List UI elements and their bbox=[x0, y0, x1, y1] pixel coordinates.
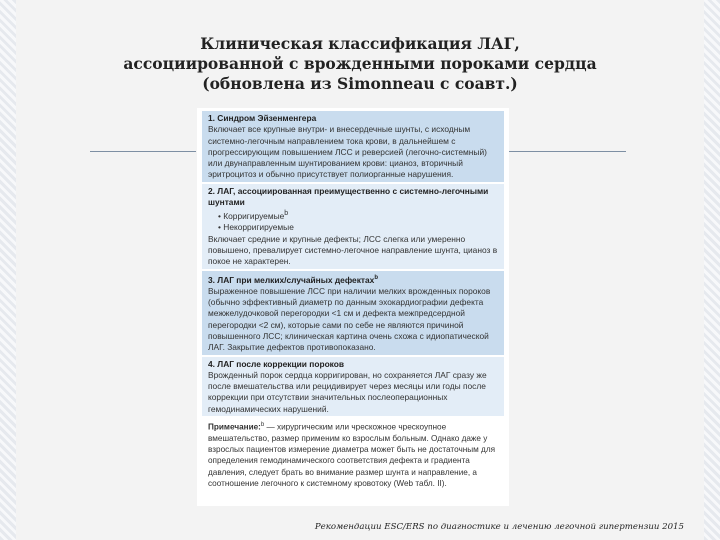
classification-table bbox=[197, 108, 509, 506]
decorative-left-edge bbox=[0, 0, 16, 540]
table-note bbox=[202, 418, 504, 491]
section-body: Выраженное повышение ЛСС при наличии мелких врожденных пороков (обычно эффективный диаметр по данным эхокардиографии дефекта межжелудочковой перегородки <1 см и дефекта межпредсердной перегородки <2 см), которые сами по себе не являются причиной повышенного ЛСС; клиническая картина очень схожа с идиопатической ЛАГ. Закрытие дефектов противопоказано. bbox=[208, 285, 491, 353]
section-heading: 3. ЛАГ при мелких/случайных дефектах$^b$ bbox=[208, 274, 378, 285]
table-section-3 bbox=[202, 271, 504, 355]
note-text: — хирургическим или чрескожное чрескоупное вмешательство, размер применим ко взрослым больным. Однако даже у взрослых пациентов измерение диаметра может быть не достаточным для определения гемодинамического соответствия дефекта и градиента давления, следует брать во внимание размер шунта и направление, а соотношение легочного к системному кровотоку (Web табл. II). bbox=[208, 422, 496, 488]
section-body: Врожденный порок сердца корригирован, но сохраняется ЛАГ сразу же после вмешательства или рецидивирует через месяцы или годы после коррекции при отсутствии значительных послеоперационных гемодинамических нарушений. bbox=[208, 369, 487, 414]
source-caption: Рекомендации ESC/ERS по диагностике и лечению легочной гипертензии 2015 bbox=[314, 522, 684, 532]
section-bullets bbox=[208, 208, 498, 233]
title-line-1: Клиническая классификация ЛАГ, bbox=[200, 34, 520, 53]
note-sup: b bbox=[260, 422, 265, 429]
title-rule-left bbox=[90, 151, 196, 152]
title-line-3: (обновлена из Simonneau с соавт.) bbox=[202, 74, 518, 93]
table-section-1 bbox=[202, 111, 504, 182]
section-heading: 4. ЛАГ после коррекции пороков bbox=[208, 358, 345, 369]
note-label: Примечание: bbox=[208, 422, 261, 432]
section-body: Включает все крупные внутри- и внесердечные шунты, с исходным системно-легочным направлением тока крови, в дальнейшем с прогрессирующим повышением ЛСС и реверсией (легочно-системный) или двунаправленным шунтированием крови: цианоз, вторичный эритроцитоз и обычно присутствует полиорганные нарушения. bbox=[208, 124, 487, 180]
decorative-right-edge bbox=[704, 0, 720, 540]
title-line-2: ассоциированной с врожденными пороками сердца bbox=[123, 54, 597, 73]
list-item: • Некорригируемые bbox=[218, 222, 498, 233]
table-section-2 bbox=[202, 184, 504, 269]
slide-title bbox=[110, 34, 610, 94]
section-heading: 1. Синдром Эйзенменгера bbox=[208, 113, 317, 123]
section-heading: 2. ЛАГ, ассоциированная преимущественно с системно-легочными шунтами bbox=[208, 185, 489, 208]
table-section-4 bbox=[202, 357, 504, 416]
section-body: Включает средние и крупные дефекты; ЛСС слегка или умеренно повышено, превалирует системно-легочное направление шунта, цианоз в покое не характерен. bbox=[208, 233, 498, 267]
title-rule-right bbox=[508, 151, 626, 152]
list-item: • Корригируемые$^b$ bbox=[218, 208, 498, 222]
